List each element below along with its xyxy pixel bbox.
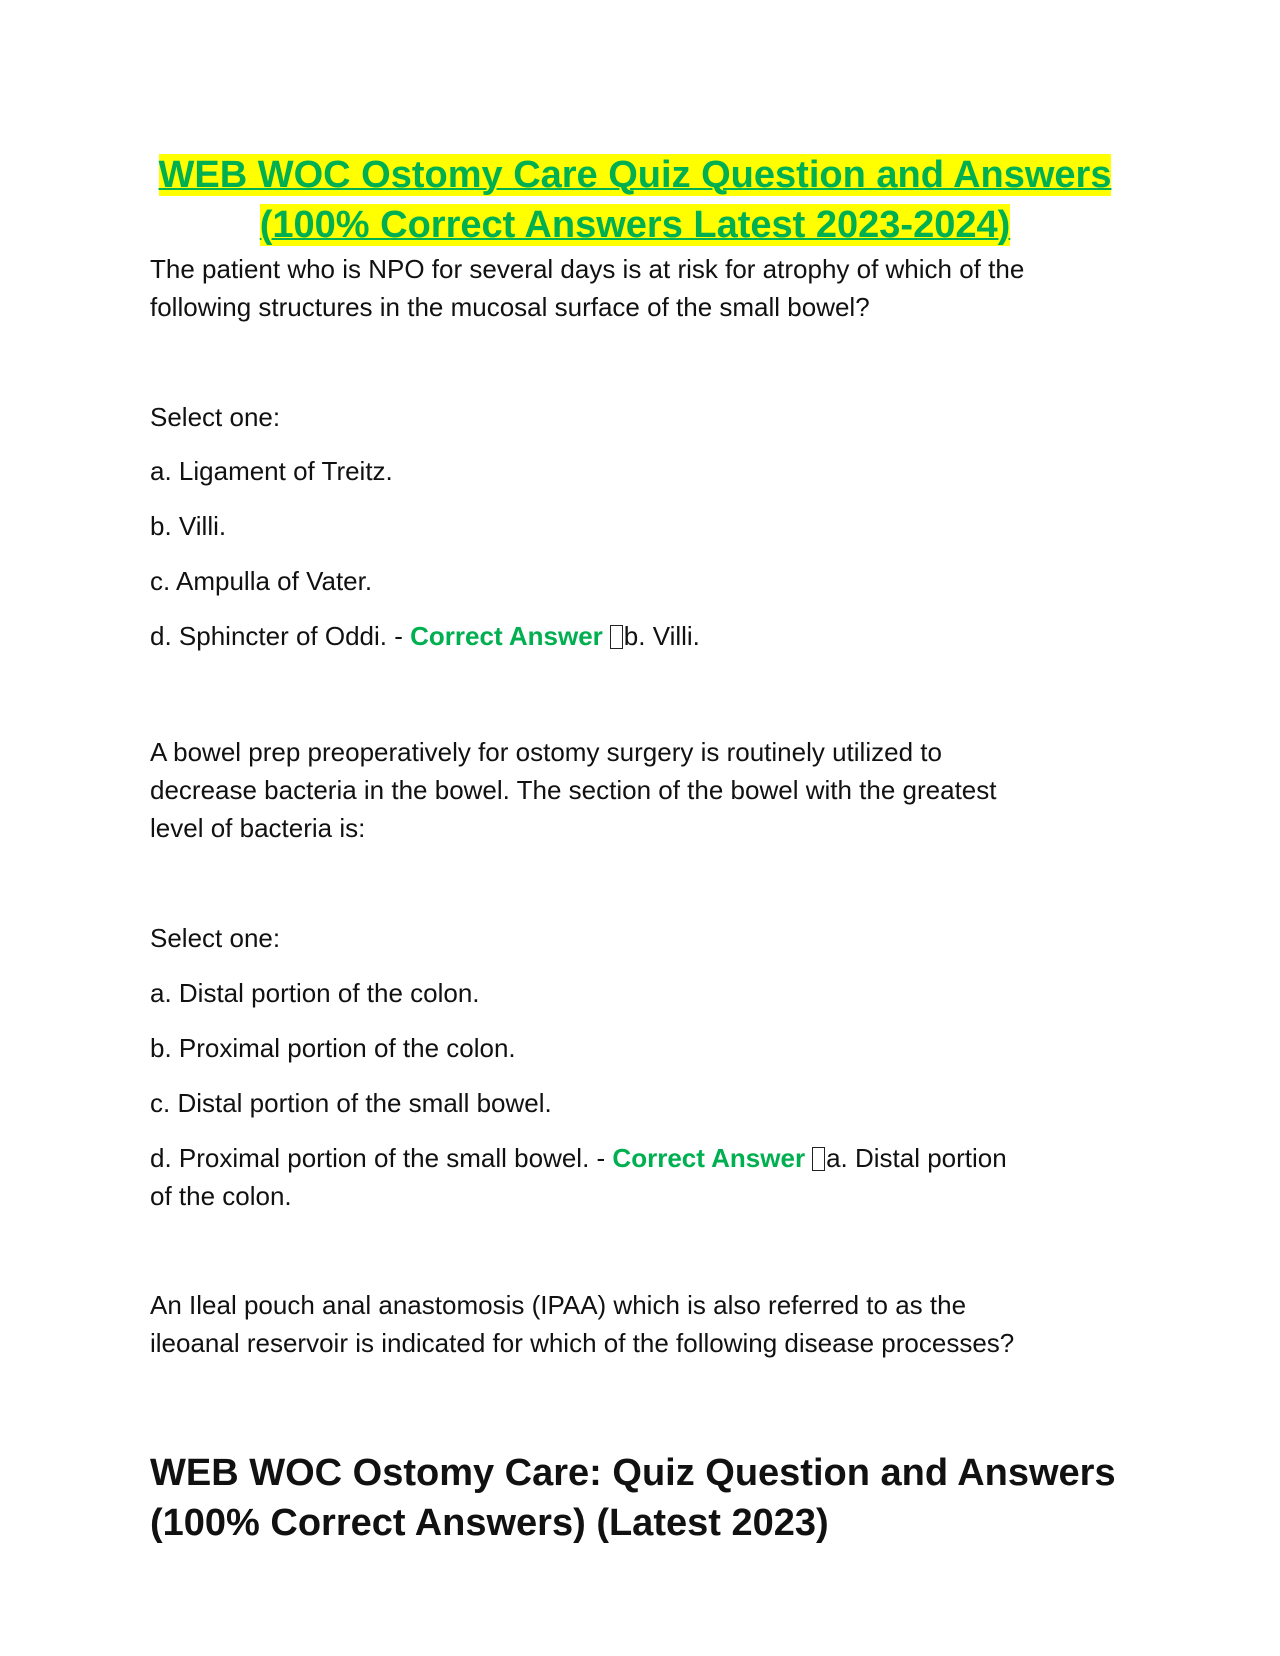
question-2-answer-continued: of the colon. <box>150 1181 292 1211</box>
correct-answer-label: Correct Answer <box>410 621 603 651</box>
question-1-select-label: Select one: <box>150 402 281 432</box>
question-1-option-a: a. Ligament of Treitz. <box>150 456 393 486</box>
document-title-line-1: WEB WOC Ostomy Care Quiz Question and Answers <box>158 154 1112 196</box>
question-1-answer: b. Villi. <box>623 621 700 651</box>
question-2-option-d-line <box>150 1139 1130 1177</box>
document-title-line-2: (100% Correct Answers Latest 2023-2024) <box>259 204 1011 246</box>
section-heading-line-2: (100% Correct Answers) (Latest 2023) <box>150 1502 829 1544</box>
missing-glyph-box-icon <box>610 625 623 649</box>
question-1-stem-line-2: following structures in the mucosal surface of the small bowel? <box>150 292 870 322</box>
question-2-stem-line-1: A bowel prep preoperatively for ostomy surgery is routinely utilized to <box>150 737 942 767</box>
question-2-option-b: b. Proximal portion of the colon. <box>150 1033 516 1063</box>
question-1-option-d-line <box>150 617 1130 655</box>
question-2-stem-line-2: decrease bacteria in the bowel. The section of the bowel with the greatest <box>150 775 997 805</box>
question-1-option-b: b. Villi. <box>150 511 227 541</box>
correct-answer-label: Correct Answer <box>612 1143 806 1173</box>
question-2-option-d: d. Proximal portion of the small bowel. - <box>150 1143 613 1173</box>
section-heading-line-1: WEB WOC Ostomy Care: Quiz Question and Answers <box>150 1452 1116 1494</box>
question-2-stem-line-3: level of bacteria is: <box>150 813 366 843</box>
question-2-option-c: c. Distal portion of the small bowel. <box>150 1088 552 1118</box>
question-1-option-c: c. Ampulla of Vater. <box>150 566 373 596</box>
question-3-stem-line-1: An Ileal pouch anal anastomosis (IPAA) which is also referred to as the <box>150 1290 967 1320</box>
question-1-stem-line-1: The patient who is NPO for several days is at risk for atrophy of which of the <box>150 254 1025 284</box>
question-3-stem-line-2: ileoanal reservoir is indicated for which of the following disease processes? <box>150 1328 1015 1358</box>
question-2-answer: a. Distal portion <box>826 1143 1007 1173</box>
question-1-option-d: d. Sphincter of Oddi. - <box>150 621 411 651</box>
question-2-select-label: Select one: <box>150 923 281 953</box>
missing-glyph-box-icon <box>812 1147 825 1171</box>
question-2-option-a: a. Distal portion of the colon. <box>150 978 480 1008</box>
